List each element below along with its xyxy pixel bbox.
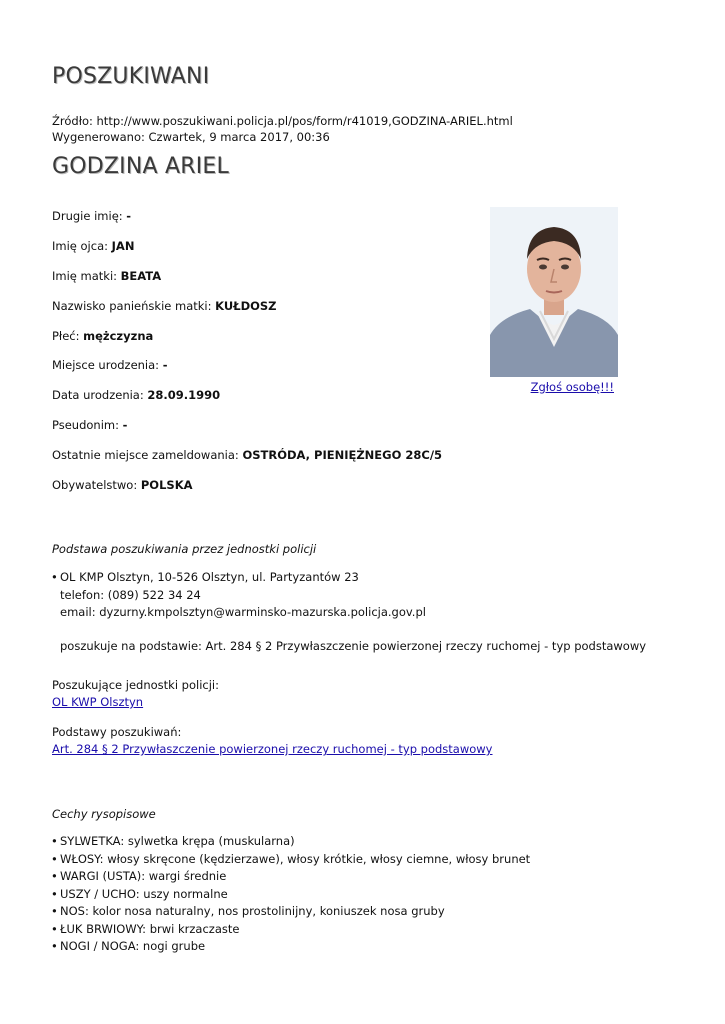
field-value: 28.09.1990 (147, 388, 221, 402)
police-unit-list (52, 569, 426, 622)
list-item (52, 569, 426, 622)
generated-line: Wygenerowano: Czwartek, 9 marca 2017, 00:36 (52, 130, 330, 144)
list-item: • SYLWETKA: sylwetka krępa (muskularna) (52, 833, 530, 851)
field-value: OSTRÓDA, PIENIĘŻNEGO 28C/5 (242, 448, 443, 462)
field-sex (52, 329, 153, 343)
searching-units-label: Poszukujące jednostki policji: (52, 678, 219, 692)
field-birthplace (52, 358, 168, 372)
field-label: Płeć: (52, 329, 80, 343)
field-value: - (122, 418, 128, 432)
basis-text: poszukuje na podstawie: Art. 284 § 2 Przywłaszczenie powierzonej rzeczy ruchomej - typ podstawowy (60, 639, 647, 653)
search-basis-heading: Podstawa poszukiwania przez jednostki policji (52, 542, 317, 556)
field-value: mężczyzna (83, 329, 154, 343)
field-mother-maiden-name (52, 299, 277, 313)
person-name: GODZINA ARIEL (52, 154, 229, 179)
source-line: Źródło: http://www.poszukiwani.policja.pl/pos/form/r41019,GODZINA-ARIEL.html (52, 114, 513, 128)
list-item: • NOGI / NOGA: nogi grube (52, 938, 530, 956)
field-value: POLSKA (140, 478, 193, 492)
unit-name: • OL KMP Olsztyn, 10-526 Olsztyn, ul. Partyzantów 23 (60, 570, 359, 584)
field-label: Obywatelstwo: (52, 478, 138, 492)
report-person-link[interactable]: Zgłoś osobę!!! (530, 380, 614, 394)
meta-block (52, 113, 513, 145)
field-value: - (162, 358, 168, 372)
field-last-address (52, 448, 442, 462)
list-item: • USZY / UCHO: uszy normalne (52, 886, 530, 904)
searching-units-link-row (52, 695, 143, 709)
field-citizenship (52, 478, 193, 492)
unit-phone: telefon: (089) 522 34 24 (60, 587, 201, 602)
field-label: Nazwisko panieńskie matki: (52, 299, 212, 313)
list-item: • ŁUK BRWIOWY: brwi krzaczaste (52, 921, 530, 939)
search-bases-label: Podstawy poszukiwań: (52, 725, 182, 739)
field-father-name (52, 239, 134, 253)
list-item: • WARGI (USTA): wargi średnie (52, 868, 530, 886)
field-nickname (52, 418, 127, 432)
search-bases-link-row (52, 742, 493, 756)
field-value: BEATA (120, 269, 162, 283)
field-value: - (126, 209, 132, 223)
features-list (52, 833, 530, 956)
field-label: Miejsce urodzenia: (52, 358, 160, 372)
unit-email: email: dyzurny.kmpolsztyn@warminsko-mazurska.policja.gov.pl (60, 605, 426, 619)
page-title: POSZUKIWANI (52, 64, 210, 89)
person-photo (490, 207, 618, 377)
field-label: Imię matki: (52, 269, 118, 283)
field-birthdate (52, 388, 220, 402)
search-basis-link[interactable]: Art. 284 § 2 Przywłaszczenie powierzonej rzeczy ruchomej - typ podstawowy (52, 742, 493, 756)
field-mother-name (52, 269, 161, 283)
field-label: Pseudonim: (52, 418, 119, 432)
features-heading: Cechy rysopisowe (52, 807, 156, 821)
field-value: KUŁDOSZ (215, 299, 277, 313)
portrait-image (490, 207, 618, 377)
field-label: Drugie imię: (52, 209, 123, 223)
list-item: • NOS: kolor nosa naturalny, nos prostolinijny, koniuszek nosa gruby (52, 903, 530, 921)
searching-unit-link[interactable]: OL KWP Olsztyn (52, 695, 144, 709)
list-item: • WŁOSY: włosy skręcone (kędzierzawe), włosy krótkie, włosy ciemne, włosy brunet (52, 851, 530, 869)
field-value: JAN (111, 239, 135, 253)
field-label: Ostatnie miejsce zameldowania: (52, 448, 239, 462)
field-label: Imię ojca: (52, 239, 108, 253)
field-label: Data urodzenia: (52, 388, 144, 402)
field-middle-name (52, 209, 131, 223)
